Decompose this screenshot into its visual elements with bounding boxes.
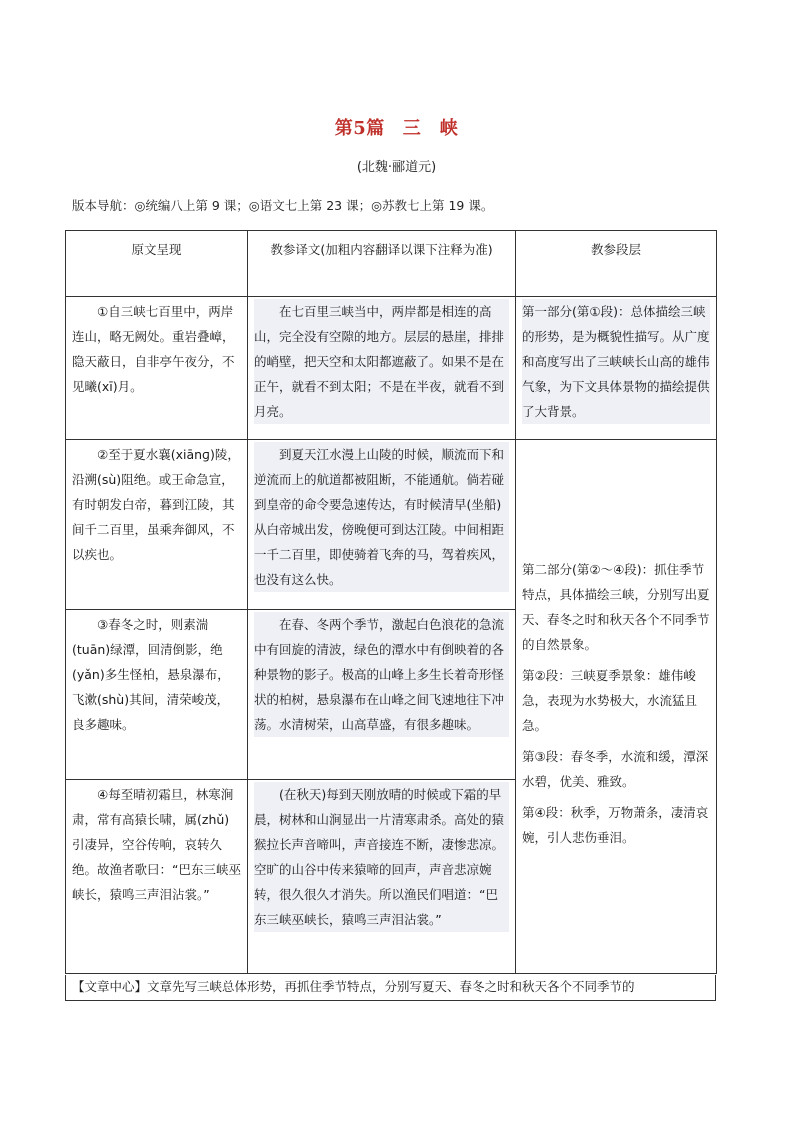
header-layer: 教参段层 bbox=[516, 231, 717, 297]
title-name: 三 峡 bbox=[402, 118, 459, 139]
translation-cell bbox=[248, 297, 516, 440]
layer-part2-para3: 第③段：春冬季，水流和缓，潭深水碧，优美、雅致。 bbox=[522, 749, 709, 789]
original-cell bbox=[66, 440, 248, 610]
layer-cell-part2 bbox=[516, 440, 717, 974]
original-cell bbox=[66, 297, 248, 440]
translation-cell bbox=[248, 610, 516, 780]
header-translation: 教参译文(加粗内容翻译以课下注释为准) bbox=[248, 231, 516, 297]
layer-text: 第一部分(第①段)：总体描绘三峡的形势，是为概貌性描写。从广度和高度写出了三峡峡长山高的雄伟气象，为下文具体景物的描绘提供了大背景。 bbox=[522, 299, 710, 424]
original-cell bbox=[66, 780, 248, 974]
original-cell bbox=[66, 610, 248, 780]
header-original: 原文呈现 bbox=[66, 231, 248, 297]
page-title bbox=[0, 114, 793, 140]
text-table bbox=[65, 230, 717, 974]
original-text: ②至于夏水襄(xiānɡ)陵，沿溯(sù)阻绝。或王命急宣，有时朝发白帝，暮到江陵，其间千二百里，虽乘奔御风，不以疾也。 bbox=[72, 447, 240, 562]
translation-cell bbox=[248, 780, 516, 974]
edition-nav: 版本导航：◎统编八上第 9 课；◎语文七上第 23 课；◎苏教七上第 19 课。 bbox=[72, 198, 494, 213]
original-text: ④每至晴初霜旦，林寒涧肃，常有高猿长啸，属(zhǔ)引凄异，空谷传响，哀转久绝。故渔者歌曰：“巴东三峡巫峡长，猿鸣三声泪沾裳。” bbox=[72, 787, 241, 902]
table-row bbox=[66, 297, 717, 440]
table-row bbox=[66, 440, 717, 610]
article-center-text: 文章先写三峡总体形势，再抓住季节特点，分别写夏天、春冬之时和秋天各个不同季节的 bbox=[147, 979, 635, 994]
layer-cell bbox=[516, 297, 717, 440]
translation-cell bbox=[248, 440, 516, 610]
original-text: ③春冬之时，则素湍(tuān)绿潭，回清倒影，绝(yǎn)多生怪柏，悬泉瀑布，飞漱(shù)其间，清荣峻茂，良多趣味。 bbox=[72, 617, 230, 732]
article-center-label: 【文章中心】 bbox=[72, 979, 148, 994]
translation-text: 在七百里三峡当中，两岸都是相连的高山，完全没有空隙的地方。层层的悬崖，排排的峭壁，把天空和太阳都遮蔽了。如果不是在正午，就看不到太阳；不是在半夜，就看不到月亮。 bbox=[254, 299, 509, 424]
layer-part2-para4: 第④段：秋季，万物萧条，凄清哀婉，引人悲伤垂泪。 bbox=[522, 805, 709, 845]
original-text: ①自三峡七百里中，两岸连山，略无阙处。重岩叠嶂，隐天蔽日，自非亭午夜分，不见曦(xī)月。 bbox=[72, 304, 235, 394]
table-header-row bbox=[66, 231, 717, 297]
translation-text: (在秋天)每到天刚放晴的时候或下霜的早晨，树林和山涧显出一片清寒肃杀。高处的猿猴拉长声音啼叫，声音接连不断，凄惨悲凉。空旷的山谷中传来猿啼的回声，声音悲凉婉转，很久很久才消失。所以渔民们唱道：“巴东三峡巫峡长，猿鸣三声泪沾裳。” bbox=[254, 782, 509, 932]
article-center-note bbox=[65, 975, 716, 1001]
author-line: (北魏·郦道元) bbox=[356, 160, 437, 175]
layer-part2-summary: 第二部分(第②～④段)：抓住季节特点，具体描绘三峡，分别写出夏天、春冬之时和秋天各个不同季节的自然景象。 bbox=[522, 562, 710, 652]
translation-text: 到夏天江水漫上山陵的时候，顺流而下和逆流而上的航道都被阻断，不能通航。倘若碰到皇帝的命令要急速传达，有时候清早(坐船)从白帝城出发，傍晚便可到达江陵。中间相距一千二百里，即使骑着飞奔的马，驾着疾风，也没有这么快。 bbox=[254, 442, 509, 592]
layer-part2-para2: 第②段：三峡夏季景象：雄伟峻急，表现为水势极大，水流猛且急。 bbox=[522, 668, 698, 733]
translation-text: 在春、冬两个季节，激起白色浪花的急流中有回旋的清波，绿色的潭水中有倒映着的各种景物的影子。极高的山峰上多生长着奇形怪状的柏树，悬泉瀑布在山峰之间飞速地往下冲荡。水清树荣，山高草盛，有很多趣味。 bbox=[254, 612, 509, 737]
title-prefix: 第5篇 bbox=[334, 118, 385, 139]
